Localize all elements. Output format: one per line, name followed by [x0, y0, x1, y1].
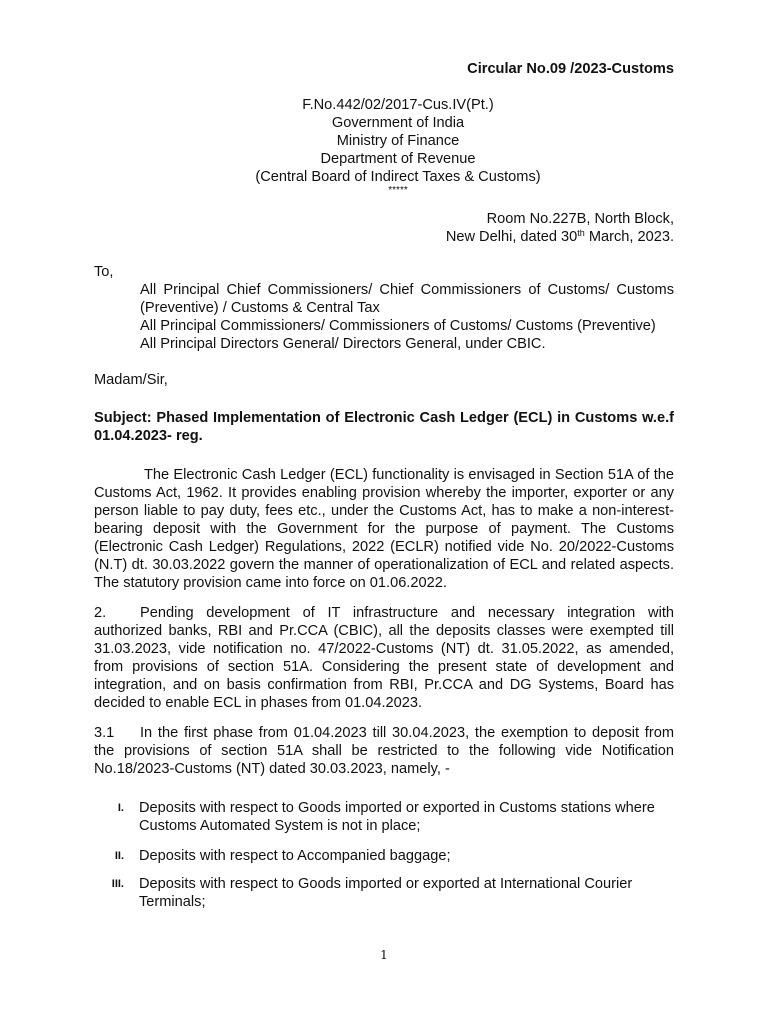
circular-number: Circular No.09 /2023-Customs: [467, 61, 674, 77]
date-prefix: New Delhi, dated 30: [445, 229, 578, 245]
list-item-text: Deposits with respect to Accompanied baggage;: [139, 848, 451, 864]
subject-line: Subject: Phased Implementation of Electronic Cash Ledger (ECL) in Customs w.e.f 01.04.2023- reg.: [94, 410, 674, 444]
to-label: To,: [94, 264, 114, 280]
address-line-1: Room No.227B, North Block,: [486, 211, 674, 227]
list-marker: III.: [111, 878, 124, 890]
list-item-text: Deposits with respect to Goods imported or exported at International Courier Terminals;: [139, 876, 633, 910]
separator-stars: *****: [388, 185, 408, 196]
date-ordinal: th: [577, 228, 585, 238]
page-number: 1: [380, 948, 388, 962]
paragraph-number: 3.1: [94, 725, 115, 741]
ministry-name: Ministry of Finance: [336, 133, 460, 149]
addressee-list: [140, 281, 674, 353]
paragraph-number: 2.: [94, 605, 107, 621]
department-name: Department of Revenue: [320, 151, 476, 167]
paragraph-text: In the first phase from 01.04.2023 till 30.04.2023, the exemption to deposit from the provisions of section 51A shall be restricted to the following vide Notification No.18/2023-Customs (NT) dated 30.03.2023, namely, -: [94, 725, 674, 777]
board-name: (Central Board of Indirect Taxes & Customs): [255, 169, 541, 185]
issuing-authority-header: [230, 96, 566, 196]
list-item-text: Deposits with respect to Goods imported or exported in Customs stations where Customs Automated System is not in place;: [139, 800, 655, 834]
addressee: All Principal Commissioners/ Commissioners of Customs/ Customs (Preventive): [140, 318, 656, 334]
file-number: F.No.442/02/2017-Cus.IV(Pt.): [302, 97, 494, 113]
paragraph-text: Pending development of IT infrastructure and necessary integration with authorized banks, RBI and Pr.CCA (CBIC), all the deposits classes were exempted till 31.03.2023, vide notification no. 47/2022-Customs (NT) dt. 31.05.2022, as amended, from provisions of section 51A. Considering the present state of development and integration, and on basis confirmation from RBI, Pr.CCA and DG Systems, Board has decided to enable ECL in phases from 01.04.2023.: [94, 605, 674, 711]
address-block: [446, 210, 674, 246]
addressee: All Principal Directors General/ Directors General, under CBIC.: [140, 336, 546, 352]
address-line-2: [446, 228, 674, 246]
date-suffix: March, 2023.: [584, 229, 674, 245]
list-marker: II.: [114, 850, 124, 862]
paragraph-2: [94, 604, 674, 712]
addressee: All Principal Chief Commissioners/ Chief Commissioners of Customs/ Customs (Preventive) / Customs & Central Tax: [140, 282, 674, 316]
paragraph-1: The Electronic Cash Ledger (ECL) functionality is envisaged in Section 51A of the Customs Act, 1962. It provides enabling provision whereby the importer, exporter or any person liable to pay duty, fees etc., under the Customs Act, has to make a non-interest-bearing deposit with the Government for the purpose of payment. The Customs (Electronic Cash Ledger) Regulations, 2022 (ECLR) notified vide No. 20/2022-Customs (N.T) dt. 30.03.2022 govern the manner of operationalization of ECL and related aspects. The statutory provision came into force on 01.06.2022.: [94, 467, 674, 591]
paragraph-3-1: [94, 724, 674, 778]
list-marker: I.: [117, 802, 124, 814]
government-name: Government of India: [331, 115, 465, 131]
salutation: Madam/Sir,: [94, 372, 168, 388]
